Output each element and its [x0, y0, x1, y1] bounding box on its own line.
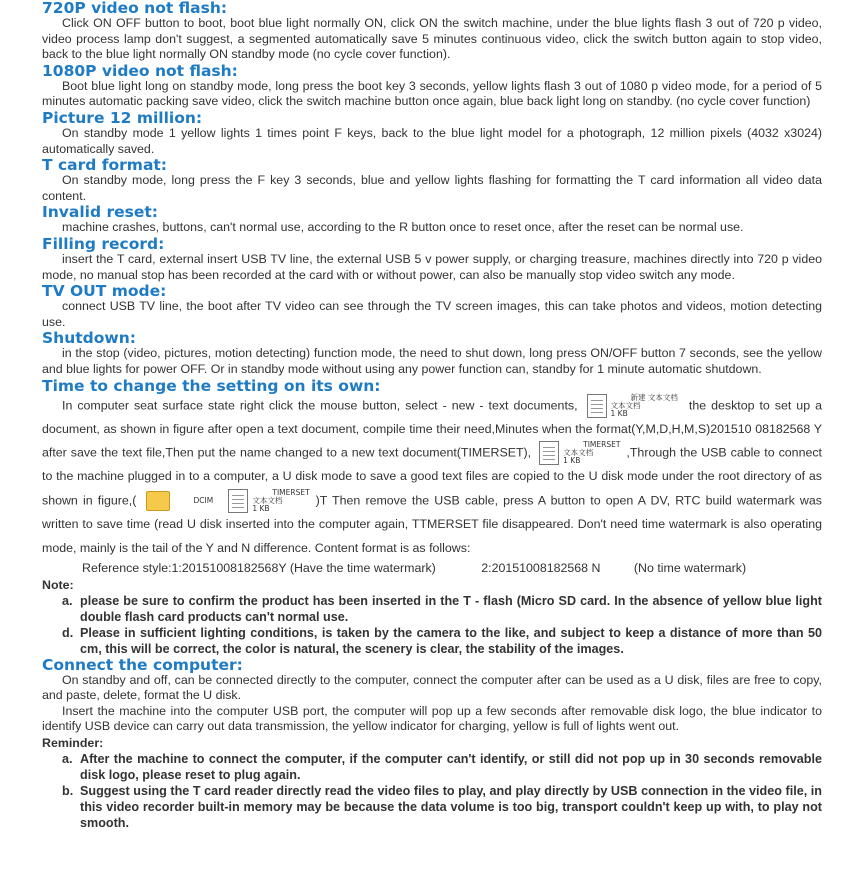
section-filling [42, 236, 822, 283]
reference-style [42, 561, 822, 577]
section-title: Picture 12 million: [42, 108, 203, 127]
section-title: Shutdown: [42, 329, 136, 348]
reference-2: 2:20151008182568 N [481, 560, 601, 575]
section-body: insert the T card, external insert USB TV line, the external USB 5 v power supply, or charging treasure, machines directly into 720 p video mode, no manual stop has been recorded at the card with or without power, can also be manually stop video switch any mode. [42, 251, 822, 282]
section-timeset [42, 378, 822, 561]
note-item: d. Please in sufficient lighting conditions, is taken by the camera to the like, and subject to keep a distance of more than 50 cm, this will be correct, the color is natural, the scenery is clear, the stability of the images. [62, 625, 822, 656]
section-title: Invalid reset: [42, 203, 158, 222]
reminder-item: a. After the machine to connect the computer, if the computer can't identify, or still did not pop up in 30 seconds removable disk logo, please reset to plug again. [62, 751, 822, 782]
reminder-item: b. Suggest using the T card reader directly read the video files to play, and play directly by USB connection in the video file, in this video recorder built-in memory may be because the data volume is too big, transport couldn't keep up with, to play not smooth. [62, 783, 822, 830]
section-body [42, 394, 822, 561]
timeset-text-4: )T Then remove the USB cable, press A button to open A DV, RTC build watermark was written to save time (read U disk inserted into the computer again, TTMERSET file disappeared. Don't need time watermark is also operating mode, mainly is the tail of the Y and N difference. Content format is as follows: [42, 493, 822, 556]
reference-1: Reference style:1:20151008182568Y (Have the time watermark) [82, 560, 436, 575]
section-title: T card format: [42, 156, 168, 175]
note-list [42, 593, 822, 657]
text-document-icon [228, 489, 248, 513]
timeset-text-2: the desktop to set up a document, as shown in figure after open a text document, compile time their need,Minutes when the format(Y,M,D,H,M,S)201510 08182568 Y after save the text file,Then put the name changed to a new text document(TIMERSET), [42, 397, 822, 460]
section-title: Connect the computer: [42, 655, 243, 674]
section-picture [42, 110, 822, 157]
section-title: 720P video not flash: [42, 0, 228, 17]
section-note [42, 577, 822, 657]
section-body: On standby and off, can be connected directly to the computer, connect the computer after can be used as a U disk, files are free to copy, and paste, delete, format the U disk. [42, 672, 822, 703]
text-document-icon [539, 441, 559, 465]
section-connect [42, 657, 822, 831]
reference-3: (No time watermark) [633, 560, 747, 575]
section-body: On standby mode, long press the F key 3 seconds, blue and yellow lights flashing for formatting the T card information all video data content. [42, 173, 822, 203]
section-body: in the stop (video, pictures, motion detecting) function mode, the need to shut down, long press ON/OFF button 7 seconds, see the yellow and blue lights for power OFF. Or in standby mode without using any power function can, standby for 1 minute automatic shutdown. [42, 346, 822, 376]
section-tcard [42, 157, 822, 204]
section-body: Click ON OFF button to boot, boot blue light normally ON, click ON the switch machine, under the blue lights flash 3 out of 720 p video, video process lamp don't suggest, a segmented automatically save 5 minutes continuous video, click the switch button again to stop video, back to the blue light normally ON standby mode (no cycle cover function). [42, 16, 822, 62]
icon-label: TIMERSET 文本文档 1 KB [252, 488, 310, 514]
section-body: On standby mode 1 yellow lights 1 times point F keys, back to the blue light model for a photograph, 12 million pixels (4032 x3024) automatically saved. [42, 125, 822, 156]
section-title: Filling record: [42, 234, 165, 253]
section-720p [42, 0, 822, 63]
section-title: TV OUT mode: [42, 282, 167, 301]
timeset-text-3: ,Through the USB cable to connect to the machine plugged in to a computer, a U disk mode to save a good text files are copied to the U disk mode under the root directory of as shown in figure,( [42, 445, 822, 508]
folder-label: DCIM [193, 496, 214, 506]
icon-label: TIMERSET 文本文档 1 KB [563, 440, 621, 466]
note-title: Note: [42, 577, 74, 592]
section-body: connect USB TV line, the boot after TV video can see through the TV screen images, this can take photos and videos, motion detecting use. [42, 299, 822, 329]
section-title: 1080P video not flash: [42, 61, 238, 80]
reminder-list [42, 751, 822, 831]
section-1080p [42, 63, 822, 110]
section-shutdown [42, 330, 822, 377]
section-reset [42, 204, 822, 236]
section-title: Time to change the setting on its own: [42, 376, 381, 395]
reminder-title: Reminder: [42, 735, 104, 750]
section-body: machine crashes, buttons, can't normal use, according to the R button once to reset once, after the reset can be normal use. [62, 220, 744, 235]
folder-icon [146, 491, 170, 511]
note-item: a. please be sure to confirm the product has been inserted in the T - flash (Micro SD card. In the absence of yellow blue light double flash card products can't normal use. [62, 593, 822, 624]
icon-label: 新建 文本文档 文本文档 1 KB [610, 392, 678, 418]
section-body: Boot blue light long on standby mode, long press the boot key 3 seconds, yellow lights flash 3 out of 1080 p video mode, for a period of 5 minutes automatic packing save video, click the switch machine button once again, blue back light long on standby. (no cycle cover function) [42, 78, 822, 109]
section-body: Insert the machine into the computer USB port, the computer will pop up a few seconds after removable disk logo, the blue indicator to identify USB device can carry out data transmission, the yellow indicator for charging, yellow is full of lights went out. [42, 703, 822, 734]
timeset-text-1: In computer seat surface state right click the mouse button, select - new - text documents, [62, 397, 578, 412]
text-document-icon [587, 394, 607, 418]
section-tvout [42, 283, 822, 330]
